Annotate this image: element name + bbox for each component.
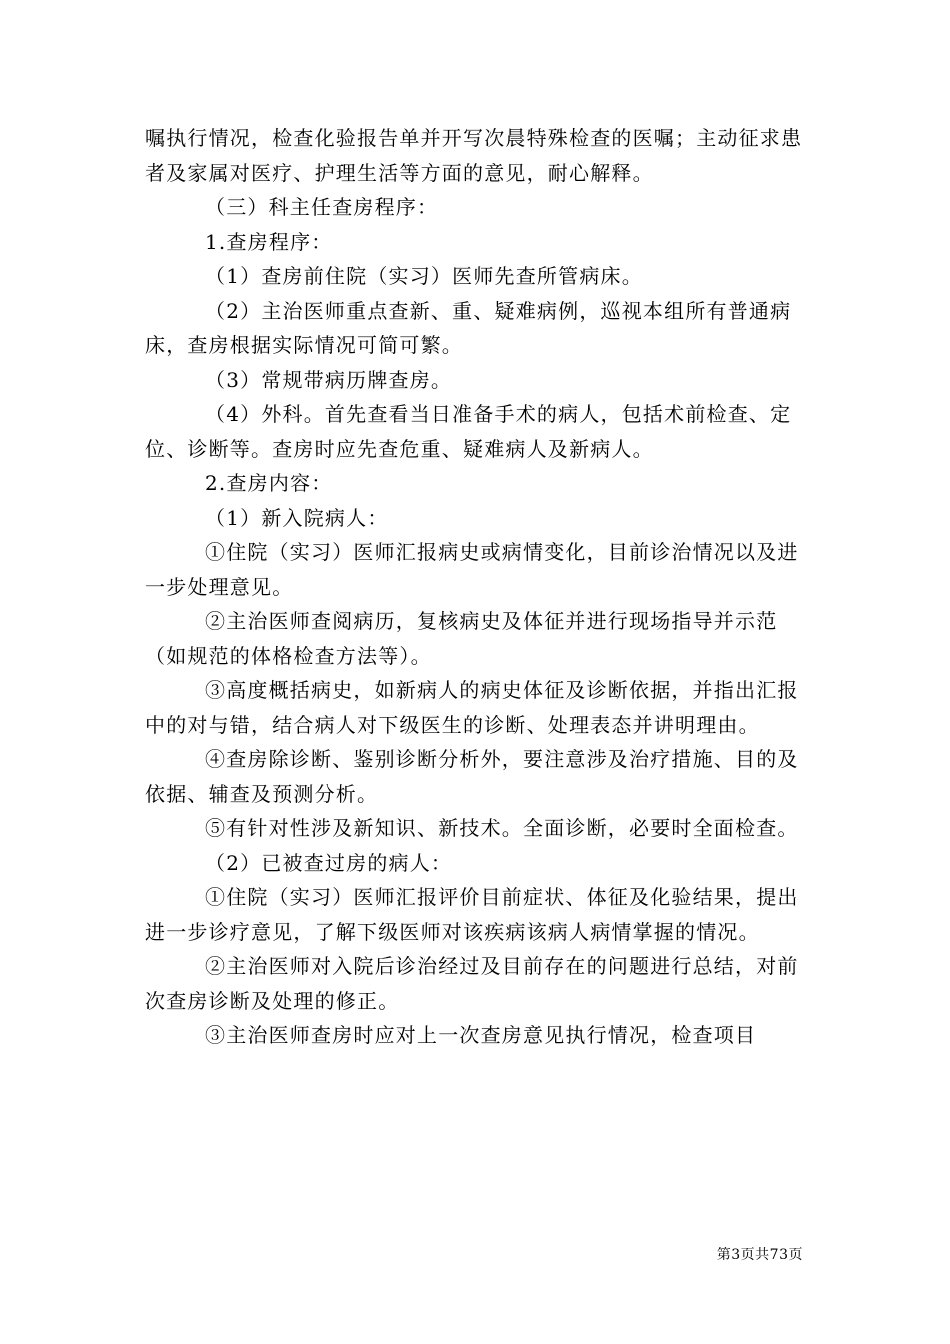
subheading-rounds-content: 2.查房内容： xyxy=(205,471,333,495)
procedure-item-2: （2）主治医师重点查新、重、疑难病例，巡视本组所有普通病床，查房根据实际情况可简可繁。 xyxy=(145,298,792,357)
reviewed-point-3: ③主治医师查房时应对上一次查房意见执行情况，检查项目 xyxy=(205,1023,757,1047)
content-item-new-patients: （1）新入院病人： xyxy=(205,505,389,530)
paragraph-continuation: 嘱执行情况，检查化验报告单并开写次晨特殊检查的医嘱；主动征求患者及家属对医疗、护理生活等方面的意见，耐心解释。 xyxy=(145,126,803,185)
content-point-1: ①住院（实习）医师汇报病史或病情变化，目前诊治情况以及进一步处理意见。 xyxy=(145,540,799,599)
reviewed-point-1: ①住院（实习）医师汇报评价目前症状、体征及化验结果，提出进一步诊疗意见，了解下级医师对该疾病该病人病情掌握的情况。 xyxy=(145,885,799,944)
content-point-3: ③高度概括病史，如新病人的病史体征及诊断依据，并指出汇报中的对与错，结合病人对下级医生的诊断、处理表态并讲明理由。 xyxy=(145,678,799,737)
reviewed-point-2: ②主治医师对入院后诊治经过及目前存在的问题进行总结，对前次查房诊断及处理的修正。 xyxy=(145,954,799,1013)
subheading-rounds-procedure: 1.查房程序： xyxy=(205,229,333,254)
procedure-item-3: （3）常规带病历牌查房。 xyxy=(205,367,453,392)
content-point-4: ④查房除诊断、鉴别诊断分析外，要注意涉及治疗措施、目的及依据、辅查及预测分析。 xyxy=(145,747,799,806)
content-item-reviewed-patients: （2）已被查过房的病人： xyxy=(205,850,453,875)
page-number: 第3页共73页 xyxy=(716,1247,803,1263)
procedure-item-4: （4）外科。首先查看当日准备手术的病人，包括术前检查、定位、诊断等。查房时应先查危重、疑难病人及新病人。 xyxy=(145,402,792,461)
body-text xyxy=(145,121,807,1053)
content-point-5: ⑤有针对性涉及新知识、新技术。全面诊断，必要时全面检查。 xyxy=(205,816,799,840)
section-heading-director-rounds: （三）科主任查房程序： xyxy=(205,195,439,219)
procedure-item-1: （1）查房前住院（实习）医师先查所管病床。 xyxy=(205,264,643,288)
content-point-2: ②主治医师查阅病历，复核病史及体征并进行现场指导并示范（如规范的体格检查方法等）。 xyxy=(145,609,778,668)
